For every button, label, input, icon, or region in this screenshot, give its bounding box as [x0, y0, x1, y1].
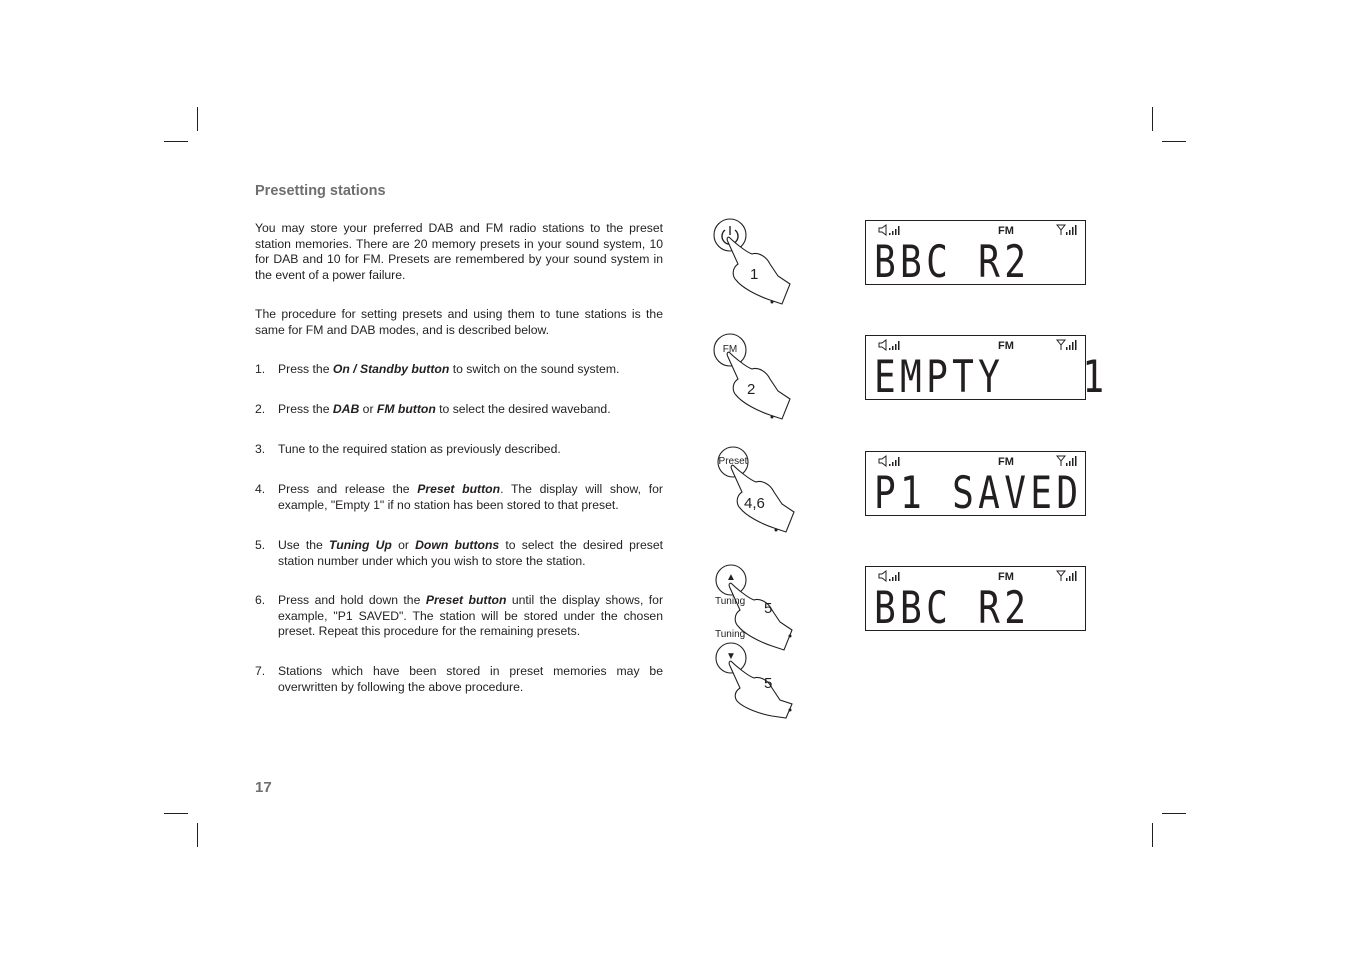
crop-mark	[1152, 107, 1153, 131]
lcd-display	[865, 335, 1109, 403]
list-item: 6. Press and hold down the Preset button until the display shows, for example, "P1 SAVED". The station will be stored under the chosen preset. Repeat this procedure for the remaining presets.	[255, 593, 664, 639]
volume-icon	[878, 455, 906, 467]
list-item: 5. Use the Tuning Up or Down buttons to select the desired preset station number under which you wish to store the station.	[255, 538, 663, 568]
list-item: 7. Stations which have been stored in preset memories may be overwritten by following the above procedure.	[255, 664, 663, 694]
page-number: 17	[255, 779, 272, 796]
button-label: FM	[722, 344, 738, 355]
step-number: 1	[750, 266, 759, 283]
crop-mark	[164, 813, 188, 814]
crop-mark	[197, 823, 198, 847]
signal-icon	[1056, 224, 1080, 236]
volume-icon	[878, 570, 906, 582]
list-item: 4. Press and release the Preset button. The display will show, for example, "Empty 1" if no station has been stored to that preset.	[255, 482, 663, 512]
signal-icon	[1056, 455, 1080, 467]
preset-button-illustration	[716, 446, 816, 546]
crop-mark	[197, 107, 198, 131]
crop-mark	[1152, 823, 1153, 847]
power-button-illustration	[712, 218, 812, 318]
hand-icon	[712, 218, 812, 318]
button-label: Preset	[718, 456, 748, 467]
lcd-display	[865, 566, 1086, 634]
lcd-display	[865, 451, 1086, 519]
crop-mark	[164, 141, 188, 142]
step-number: 2	[747, 381, 756, 398]
step-number: 4,6	[744, 495, 765, 512]
tuning-down-button-illustration	[714, 642, 814, 722]
intro-paragraph: The procedure for setting presets and using them to tune stations is the same for FM and DAB modes, and is described below.	[255, 307, 663, 337]
signal-icon	[1056, 339, 1080, 351]
step-number: 5	[764, 600, 773, 617]
crop-mark	[1162, 141, 1186, 142]
fm-button-illustration	[712, 333, 812, 433]
band-indicator: FM	[998, 456, 1014, 468]
list-item: 1. Press the On / Standby button to switch on the sound system.	[255, 362, 620, 376]
lcd-text: BBC R2	[874, 581, 1031, 634]
lcd-text: BBC R2	[874, 235, 1031, 288]
button-caption: Tuning	[715, 596, 746, 607]
volume-icon	[878, 224, 906, 236]
up-arrow-icon: ▲	[726, 572, 736, 583]
signal-icon	[1056, 570, 1080, 582]
band-indicator: FM	[998, 340, 1014, 352]
page-title: Presetting stations	[255, 183, 386, 199]
button-caption: Tuning	[715, 629, 746, 640]
crop-mark	[1162, 813, 1186, 814]
down-arrow-icon: ▼	[726, 651, 736, 662]
lcd-text: EMPTY 1	[874, 350, 1109, 403]
list-item: 2. Press the DAB or FM button to select the desired waveband.	[255, 402, 611, 416]
intro-paragraph: You may store your preferred DAB and FM radio stations to the preset station memories. There are 20 memory presets in your sound system, 10 for DAB and 10 for FM. Presets are remembered by your sound system in the event of a power failure.	[255, 221, 663, 282]
list-item: 3. Tune to the required station as previously described.	[255, 442, 561, 456]
volume-icon	[878, 339, 906, 351]
band-indicator: FM	[998, 571, 1014, 583]
lcd-text: P1 SAVED	[874, 466, 1083, 519]
lcd-display	[865, 220, 1086, 288]
step-number: 5	[764, 675, 773, 692]
band-indicator: FM	[998, 225, 1014, 237]
